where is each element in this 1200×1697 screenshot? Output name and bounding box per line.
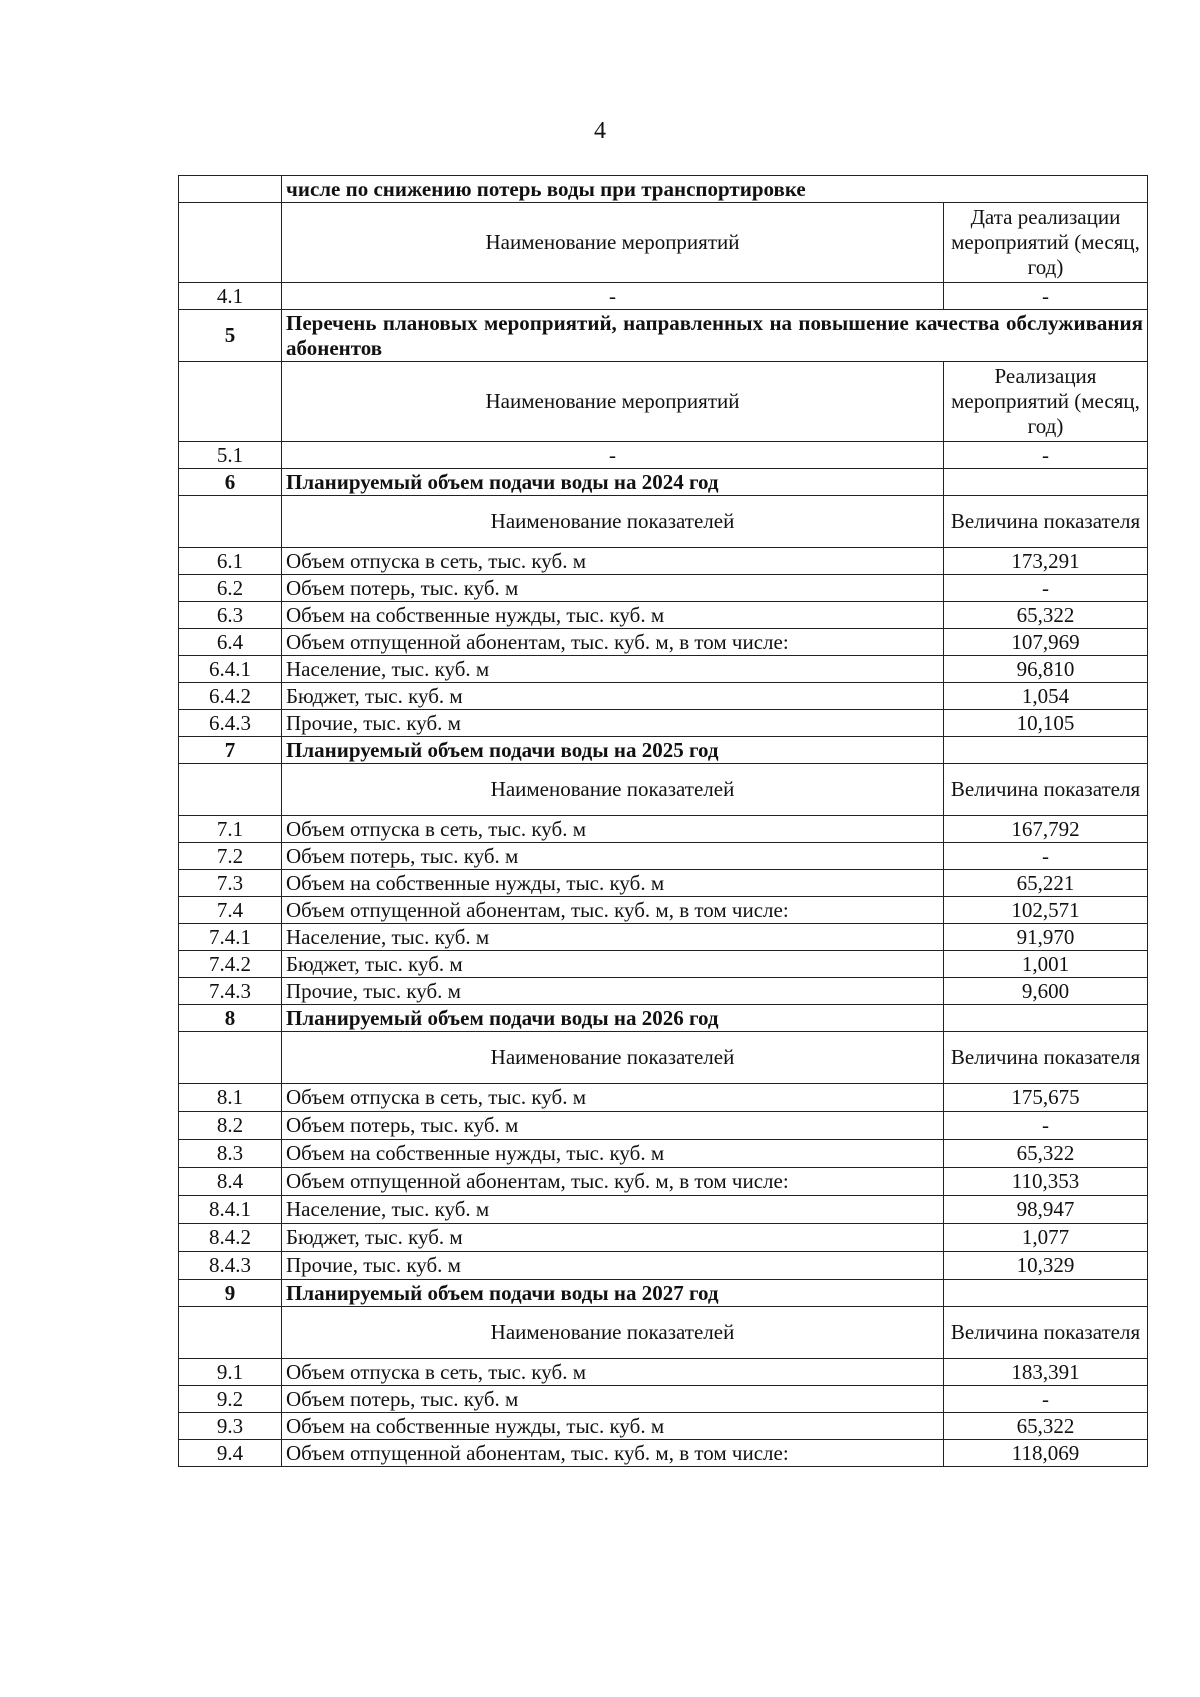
row-number: 7.1 [179, 816, 282, 843]
row-number-cell [179, 362, 282, 442]
section-title-row [179, 469, 1148, 496]
table-row [179, 816, 1148, 843]
row-value: 102,571 [943, 897, 1147, 924]
row-number: 6.2 [179, 575, 282, 602]
row-number: 8.4 [179, 1168, 282, 1196]
table-row [179, 978, 1148, 1005]
row-number: 5.1 [179, 442, 282, 469]
section-number: 6 [179, 469, 282, 496]
table-row [179, 629, 1148, 656]
row-name: Прочие, тыс. куб. м [282, 1252, 944, 1280]
row-value: 110,353 [943, 1168, 1147, 1196]
row-number: 6.3 [179, 602, 282, 629]
section-header-row [179, 764, 1148, 816]
empty-value-cell [943, 1280, 1147, 1307]
column-header-date: Реализация мероприятий (месяц, год) [943, 362, 1147, 442]
section-title-row [179, 1280, 1148, 1307]
row-number: 7.4.2 [179, 951, 282, 978]
row-name: Объем на собственные нужды, тыс. куб. м [282, 1140, 944, 1168]
section-number: 8 [179, 1005, 282, 1032]
section-5-title-row [179, 310, 1148, 362]
table-row [179, 843, 1148, 870]
row-value: 10,329 [943, 1252, 1147, 1280]
row-number: 8.2 [179, 1112, 282, 1140]
table-row [179, 1413, 1148, 1440]
column-header-name: Наименование мероприятий [282, 203, 944, 283]
section-title-row [179, 1005, 1148, 1032]
section-number: 9 [179, 1280, 282, 1307]
row-number: 7.4 [179, 897, 282, 924]
row-name: Население, тыс. куб. м [282, 924, 944, 951]
row-name: - [282, 442, 944, 469]
table-row [179, 1084, 1148, 1112]
row-name: Объем потерь, тыс. куб. м [282, 575, 944, 602]
row-name: Объем потерь, тыс. куб. м [282, 843, 944, 870]
empty-value-cell [943, 469, 1147, 496]
row-name: Объем на собственные нужды, тыс. куб. м [282, 870, 944, 897]
empty-value-cell [943, 737, 1147, 764]
row-number: 6.4.2 [179, 683, 282, 710]
row-number: 9.4 [179, 1440, 282, 1467]
table-row [179, 1440, 1148, 1467]
table-row [179, 1359, 1148, 1386]
row-number-cell [179, 1307, 282, 1359]
row-value: 173,291 [943, 548, 1147, 575]
row-number: 8.4.3 [179, 1252, 282, 1280]
row-number: 7.4.3 [179, 978, 282, 1005]
column-header-name: Наименование показателей [282, 1032, 944, 1084]
row-number-cell [179, 496, 282, 548]
row-name: Объем отпущенной абонентам, тыс. куб. м, в том числе: [282, 1168, 944, 1196]
row-number: 7.2 [179, 843, 282, 870]
row-value: - [943, 283, 1147, 310]
row-number: 8.4.2 [179, 1224, 282, 1252]
row-number-cell [179, 176, 282, 203]
row-number: 7.4.1 [179, 924, 282, 951]
table-row [179, 1224, 1148, 1252]
section-number: 5 [179, 310, 282, 362]
row-number: 9.1 [179, 1359, 282, 1386]
row-name: Прочие, тыс. куб. м [282, 978, 944, 1005]
row-value: 183,391 [943, 1359, 1147, 1386]
row-value: 118,069 [943, 1440, 1147, 1467]
row-value: - [943, 1112, 1147, 1140]
table-row [179, 1252, 1148, 1280]
table-row [179, 951, 1148, 978]
row-value: 98,947 [943, 1196, 1147, 1224]
continued-title: числе по снижению потерь воды при транспортировке [282, 176, 1148, 203]
table-row [179, 870, 1148, 897]
section-header-row [179, 1307, 1148, 1359]
column-header-name: Наименование мероприятий [282, 362, 944, 442]
table-row [179, 1386, 1148, 1413]
row-value: 10,105 [943, 710, 1147, 737]
column-header-value: Величина показателя [943, 1307, 1147, 1359]
row-value: - [943, 843, 1147, 870]
section-title: Перечень плановых мероприятий, направленных на повышение качества обслуживания абонентов [282, 310, 1148, 362]
row-value: 91,970 [943, 924, 1147, 951]
page-number: 4 [594, 118, 606, 144]
row-number: 8.1 [179, 1084, 282, 1112]
row-number: 6.4.3 [179, 710, 282, 737]
column-header-value: Величина показателя [943, 1032, 1147, 1084]
table-row [179, 1112, 1148, 1140]
row-name: Прочие, тыс. куб. м [282, 710, 944, 737]
row-number: 4.1 [179, 283, 282, 310]
section-5-header-row [179, 362, 1148, 442]
row-number-cell [179, 203, 282, 283]
row-name: Объем потерь, тыс. куб. м [282, 1112, 944, 1140]
row-name: Объем отпущенной абонентам, тыс. куб. м, в том числе: [282, 629, 944, 656]
row-value: 175,675 [943, 1084, 1147, 1112]
table-row [179, 656, 1148, 683]
table-row [179, 283, 1148, 310]
row-value: 65,322 [943, 1140, 1147, 1168]
row-name: Население, тыс. куб. м [282, 1196, 944, 1224]
section-title: Планируемый объем подачи воды на 2026 год [282, 1005, 944, 1032]
plan-table [178, 175, 1148, 1467]
row-number-cell [179, 764, 282, 816]
table-row [179, 924, 1148, 951]
row-value: 65,322 [943, 602, 1147, 629]
table-row [179, 176, 1148, 203]
row-value: 65,322 [943, 1413, 1147, 1440]
section-header-row [179, 496, 1148, 548]
row-value: 107,969 [943, 629, 1147, 656]
row-name: Объем отпущенной абонентам, тыс. куб. м, в том числе: [282, 1440, 944, 1467]
row-number: 8.3 [179, 1140, 282, 1168]
row-name: Объем отпуска в сеть, тыс. куб. м [282, 1359, 944, 1386]
column-header-name: Наименование показателей [282, 1307, 944, 1359]
row-name: Население, тыс. куб. м [282, 656, 944, 683]
table-row [179, 1168, 1148, 1196]
empty-value-cell [943, 1005, 1147, 1032]
column-header-value: Величина показателя [943, 764, 1147, 816]
row-number-cell [179, 1032, 282, 1084]
row-name: Бюджет, тыс. куб. м [282, 683, 944, 710]
row-name: Объем отпуска в сеть, тыс. куб. м [282, 1084, 944, 1112]
row-value: 9,600 [943, 978, 1147, 1005]
plan-table-body [179, 176, 1148, 1467]
table-row [179, 1140, 1148, 1168]
table-row [179, 1196, 1148, 1224]
row-number: 6.4.1 [179, 656, 282, 683]
table-row [179, 548, 1148, 575]
table-row [179, 575, 1148, 602]
row-name: Объем на собственные нужды, тыс. куб. м [282, 1413, 944, 1440]
section-title-row [179, 737, 1148, 764]
row-name: - [282, 283, 944, 310]
row-number: 9.3 [179, 1413, 282, 1440]
row-name: Объем на собственные нужды, тыс. куб. м [282, 602, 944, 629]
row-name: Бюджет, тыс. куб. м [282, 1224, 944, 1252]
column-header-name: Наименование показателей [282, 496, 944, 548]
section-title: Планируемый объем подачи воды на 2027 год [282, 1280, 944, 1307]
table-row [179, 710, 1148, 737]
table-row [179, 683, 1148, 710]
row-value: 1,054 [943, 683, 1147, 710]
section-title: Планируемый объем подачи воды на 2024 год [282, 469, 944, 496]
column-header-date: Дата реализации мероприятий (месяц, год) [943, 203, 1147, 283]
row-number: 6.4 [179, 629, 282, 656]
section-4-header-row [179, 203, 1148, 283]
table-row [179, 602, 1148, 629]
row-number: 8.4.1 [179, 1196, 282, 1224]
row-value: 1,001 [943, 951, 1147, 978]
row-name: Бюджет, тыс. куб. м [282, 951, 944, 978]
row-name: Объем отпуска в сеть, тыс. куб. м [282, 816, 944, 843]
row-value: 65,221 [943, 870, 1147, 897]
row-value: - [943, 1386, 1147, 1413]
row-value: - [943, 442, 1147, 469]
row-value: 96,810 [943, 656, 1147, 683]
row-name: Объем потерь, тыс. куб. м [282, 1386, 944, 1413]
table-row [179, 897, 1148, 924]
row-value: - [943, 575, 1147, 602]
section-header-row [179, 1032, 1148, 1084]
row-number: 7.3 [179, 870, 282, 897]
row-name: Объем отпуска в сеть, тыс. куб. м [282, 548, 944, 575]
section-number: 7 [179, 737, 282, 764]
column-header-name: Наименование показателей [282, 764, 944, 816]
row-name: Объем отпущенной абонентам, тыс. куб. м, в том числе: [282, 897, 944, 924]
row-number: 9.2 [179, 1386, 282, 1413]
table-row [179, 442, 1148, 469]
row-value: 167,792 [943, 816, 1147, 843]
section-title: Планируемый объем подачи воды на 2025 год [282, 737, 944, 764]
row-number: 6.1 [179, 548, 282, 575]
column-header-value: Величина показателя [943, 496, 1147, 548]
row-value: 1,077 [943, 1224, 1147, 1252]
